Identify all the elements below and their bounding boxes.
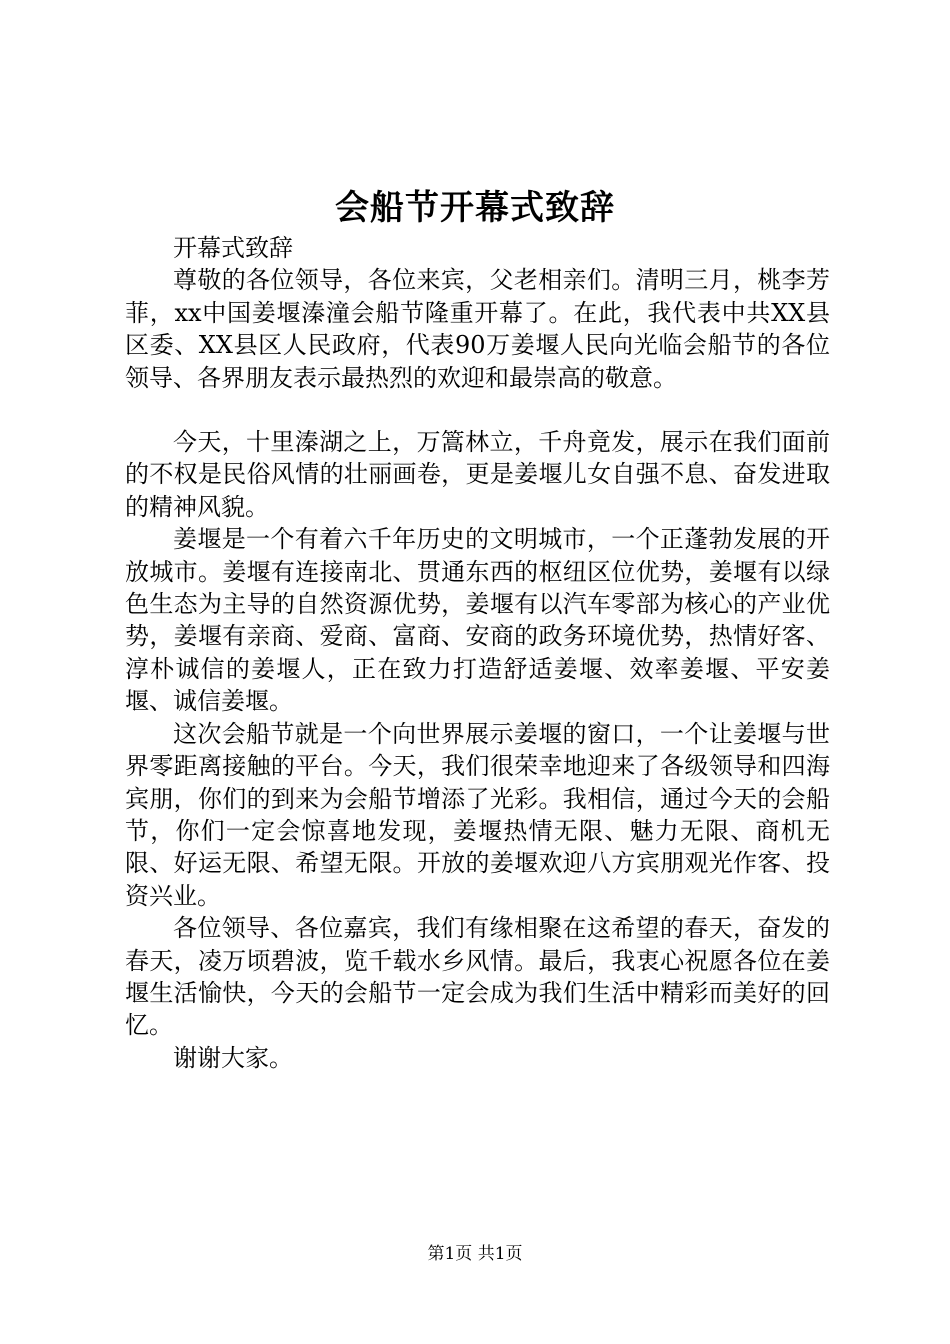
document-title: 会船节开幕式致辞 xyxy=(335,188,615,228)
paragraph-today: 今天，十里溱湖之上，万篙林立，千舟竟发，展示在我们面前的不权是民俗风情的壮丽画卷，更是姜堰儿女自强不息、奋发进取的精神风貌。 xyxy=(125,428,830,521)
paragraph-subtitle: 开幕式致辞 xyxy=(173,234,293,262)
page-number-footer: 第1页 共1页 xyxy=(427,1244,523,1264)
paragraph-festival-window: 这次会船节就是一个向世界展示姜堰的窗口，一个让姜堰与世界零距离接触的平台。今天，我们很荣幸地迎来了各级领导和四海宾朋，你们的到来为会船节增添了光彩。我相信，通过今天的会船节，你们一定会惊喜地发现，姜堰热情无限、魅力无限、商机无限、好运无限、希望无限。开放的姜堰欢迎八方宾朋观光作客、投资兴业。 xyxy=(125,719,830,910)
paragraph-thanks: 谢谢大家。 xyxy=(173,1043,293,1072)
paragraph-closing-wishes: 各位领导、各位嘉宾，我们有缘相聚在这希望的春天，奋发的春天，凌万顷碧波，览千载水乡风情。最后，我衷心祝愿各位在姜堰生活愉快，今天的会船节一定会成为我们生活中精彩而美好的回忆。 xyxy=(125,914,830,1040)
paragraph-city-intro: 姜堰是一个有着六千年历史的文明城市，一个正蓬勃发展的开放城市。姜堰有连接南北、贯通东西的枢纽区位优势，姜堰有以绿色生态为主导的自然资源优势，姜堰有以汽车零部为核心的产业优势，姜堰有亲商、爱商、富商、安商的政务环境优势，热情好客、淳朴诚信的姜堰人，正在致力打造舒适姜堰、效率姜堰、平安姜堰、诚信姜堰。 xyxy=(125,525,830,716)
paragraph-greeting: 尊敬的各位领导，各位来宾，父老相亲们。清明三月，桃李芳菲，xx中国姜堰溱潼会船节隆重开幕了。在此，我代表中共XX县区委、XX县区人民政府，代表90万姜堰人民向光临会船节的各位领导、各界朋友表示最热烈的欢迎和最崇高的敬意。 xyxy=(125,266,830,392)
document-body xyxy=(125,232,830,1074)
